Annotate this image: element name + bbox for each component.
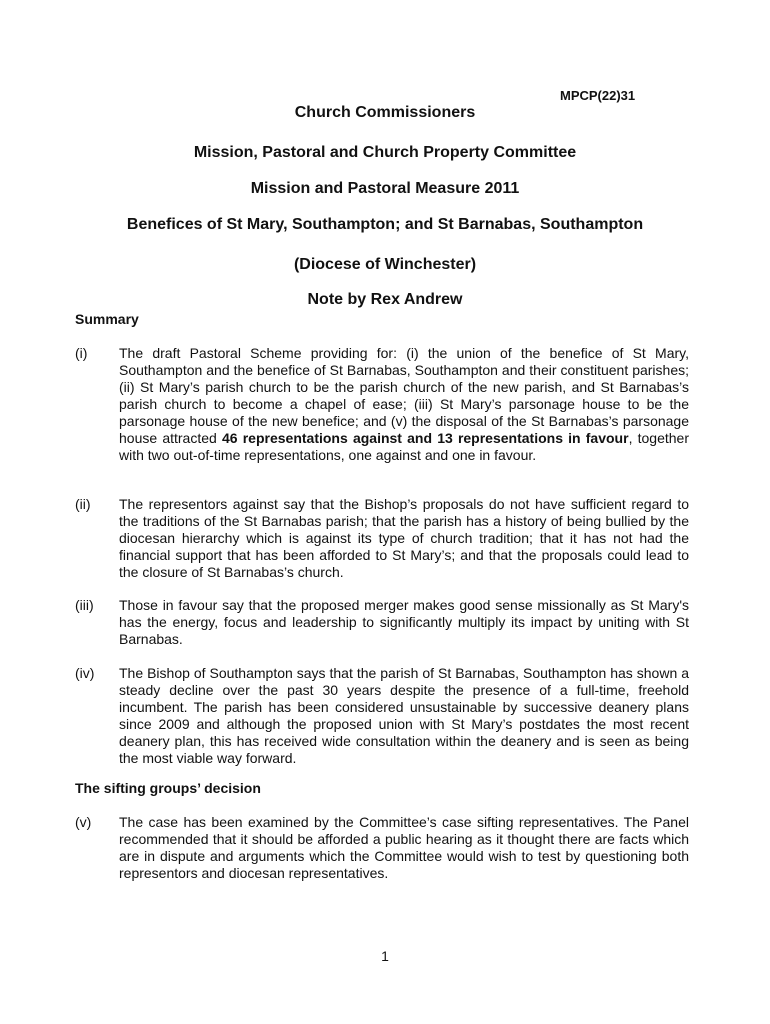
summary-heading: Summary — [75, 311, 139, 327]
title-committee: Mission, Pastoral and Church Property Committee — [193, 144, 577, 161]
title-diocese: (Diocese of Winchester) — [293, 256, 477, 273]
summary-item-2-number: (ii) — [75, 496, 91, 512]
summary-item-2-text: The representors against say that the Bishop’s proposals do not have sufficient regard to the traditions of the St Barnabas parish; that the parish has a history of being bullied by the diocesan hierarchy which is against its type of church tradition; that it has not had the financial support that has been afforded to St Mary’s; and that the proposals could lead to the closure of St Barnabas’s church. — [119, 496, 689, 580]
title-benefices: Benefices of St Mary, Southampton; and St Barnabas, Southampton — [126, 216, 644, 233]
title-measure: Mission and Pastoral Measure 2011 — [250, 180, 520, 197]
summary-item-1-text-part: The draft Pastoral Scheme providing for: (i) the union of the benefice of St Mary, Southampton and the benefice of St Barnabas, Southampton and their constituent parishes; (ii) St Mary’s parish church to be the parish church of the new parish, and St Barnabas’s parish church to become a chapel of ease; (iii) St Mary’s parsonage house to be the parsonage house of the new benefice; and (v) the disposal of the St Barnabas’s parsonage house attracted — [119, 345, 689, 446]
summary-item-4-text: The Bishop of Southampton says that the parish of St Barnabas, Southampton has shown a steady decline over the past 30 years despite the presence of a full-time, freehold incumbent. The parish has been considered unsustainable by successive deanery plans since 2009 and although the proposed union with St Mary’s postdates the most recent deanery plan, this has received wide consultation within the deanery and is seen as being the most viable way forward. — [119, 665, 689, 766]
summary-item-1-text — [119, 345, 689, 464]
summary-item-4-number: (iv) — [75, 665, 95, 681]
representation-counts: 46 representations against and 13 representations in favour — [221, 430, 629, 446]
sifting-item-1-text: The case has been examined by the Committee’s case sifting representatives. The Panel recommended that it should be afforded a public hearing as it thought there are facts which are in dispute and arguments which the Committee would wish to test by questioning both representors and diocesan representatives. — [119, 814, 689, 881]
summary-item-1-number: (i) — [75, 345, 88, 361]
title-note-author: Note by Rex Andrew — [307, 291, 463, 308]
page-number: 1 — [381, 948, 389, 964]
sifting-item-1-number: (v) — [75, 814, 92, 830]
summary-item-3-text: Those in favour say that the proposed merger makes good sense missionally as St Mary's has the energy, focus and leadership to significantly multiply its impact by uniting with St Barnabas. — [119, 597, 689, 647]
sifting-heading: The sifting groups’ decision — [75, 780, 261, 796]
title-organisation: Church Commissioners — [294, 104, 476, 121]
summary-item-1-text-end: , together with two out-of-time representations, one against and one in favour. — [119, 430, 689, 463]
document-reference: MPCP(22)31 — [560, 88, 636, 103]
summary-item-3-number: (iii) — [75, 597, 94, 613]
